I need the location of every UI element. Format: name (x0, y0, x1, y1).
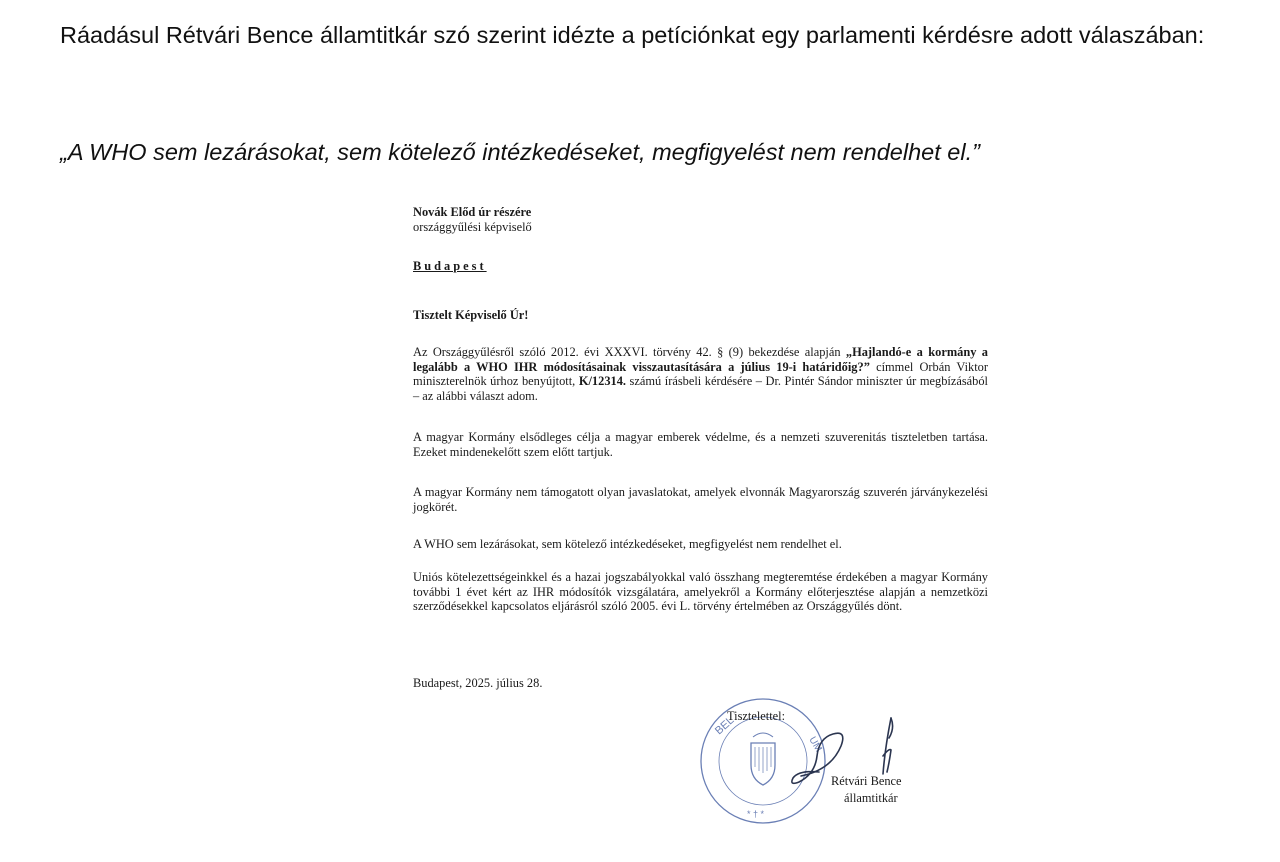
letter-paragraph-2: A magyar Kormány elsődleges célja a magyar emberek védelme, és a nemzeti szuverenitás tiszteletben tartása. Ezeket mindenekelőtt szem előtt tartjuk. (413, 430, 988, 459)
p1-end: számú írásbeli kérdésére – Dr. Pintér Sándor miniszter úr megbízásából – az alábbi választ adom. (413, 374, 988, 403)
p1-question: „Hajlandó-e a kormány a legalább a WHO IHR módosításainak visszautasítására a július 19-i határidőig?” (413, 345, 988, 374)
p1-middle: címmel Orbán Viktor miniszterelnök úrhoz benyújtott, (413, 359, 988, 389)
addressee-role: országgyűlési képviselő (413, 220, 532, 234)
intro-quote: „A WHO sem lezárásokat, sem kötelező intézkedéseket, megfigyelést nem rendelhet el.” (60, 139, 980, 165)
svg-text:BEL: BEL (712, 714, 737, 738)
letter-paragraph-4: A WHO sem lezárásokat, sem kötelező intézkedéseket, megfigyelést nem rendelhet el. (413, 537, 842, 551)
closing-greeting: Tisztelettel: (727, 709, 786, 723)
addressee-name: Novák Előd úr részére (413, 205, 532, 219)
signer-title: államtitkár (844, 791, 898, 805)
letter-date: Budapest, 2025. július 28. (413, 676, 543, 690)
intro-text: Ráadásul Rétvári Bence államtitkár szó szerint idézte a petíciónkat egy parlamenti kérdésre adott válaszában: (60, 22, 1205, 48)
svg-text:* † *: * † * (747, 809, 765, 819)
letter-paragraph-5: Uniós kötelezettségeinkkel és a hazai jogszabályokkal való összhang megteremtése érdekében a magyar Kormány további 1 évet kért az IHR módosítók vizsgálatára, amelyekről a Kormány előterjesztése alapján a nemzetközi szerződésekkel kapcsolatos eljárásról szóló 2005. évi L. törvény értelmében az Országgyűlés dönt. (413, 570, 988, 614)
addressee-city: Budapest (413, 259, 487, 273)
p1-reference: K/12314. (578, 374, 626, 389)
salutation: Tisztelt Képviselő Úr! (413, 308, 529, 322)
letter-paragraph-1 (413, 345, 988, 403)
letter-paragraph-3: A magyar Kormány nem támogatott olyan javaslatokat, amelyek elvonnák Magyarország szuverén járványkezelési jogkörét. (413, 485, 988, 514)
signer-name: Rétvári Bence (831, 774, 902, 788)
svg-text:UM: UM (806, 735, 824, 754)
p1-intro: Az Országgyűlésről szóló 2012. évi XXXVI. törvény 42. § (9) bekezdése alapján (413, 345, 846, 359)
